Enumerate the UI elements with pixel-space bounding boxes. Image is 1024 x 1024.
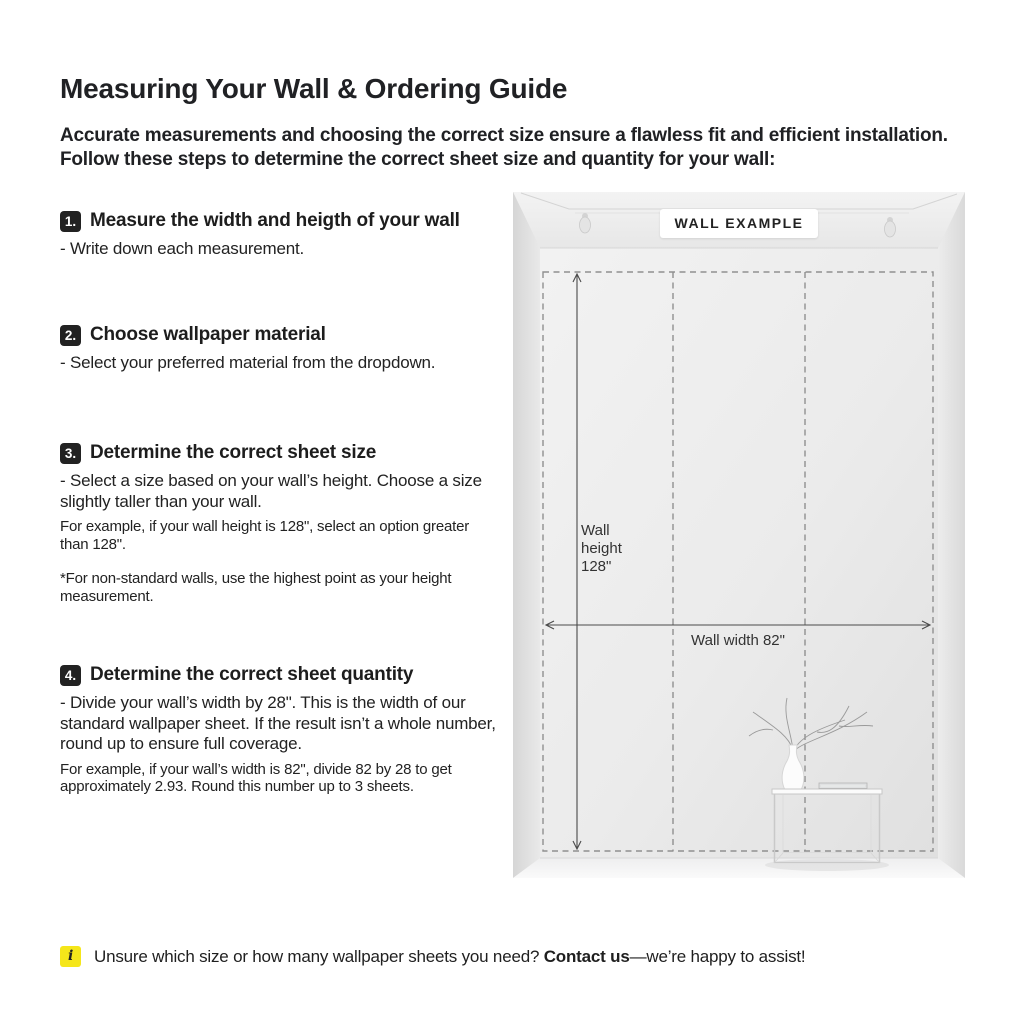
step-3-heading	[60, 442, 505, 464]
step-3-body: - Select a size based on your wall’s height. Choose a size slightly taller than your wall.	[60, 471, 482, 511]
step-2-title: Choose wallpaper material	[90, 324, 326, 345]
table-shadow	[765, 859, 889, 871]
step-2-body: - Select your preferred material from the dropdown.	[60, 353, 436, 372]
step-4-body: - Divide your wall’s width by 28". This is the width of our standard wallpaper sheet. If the result isn’t a whole number, round up to ensure full coverage.	[60, 693, 496, 753]
footer-note	[60, 946, 805, 967]
wall-height-label: Wall height 128"	[581, 522, 622, 575]
left-wall	[513, 192, 540, 878]
step-1-body: - Write down each measurement.	[60, 239, 305, 258]
step-4-example: For example, if your wall’s width is 82", divide 82 by 28 to get approximately 2.93. Round this number up to 3 sheets.	[60, 760, 452, 795]
step-3-example: For example, if your wall height is 128", select an option greater than 128".	[60, 518, 470, 553]
step-1	[60, 210, 505, 260]
page-title: Measuring Your Wall & Ordering Guide	[60, 72, 568, 104]
step-3-title: Determine the correct sheet size	[90, 442, 377, 463]
step-4-heading	[60, 664, 505, 686]
step-3-note: *For non-standard walls, use the highest point as your height measurement.	[60, 570, 452, 605]
step-2-heading	[60, 324, 505, 346]
info-icon: i	[60, 946, 81, 967]
footer-text-prefix: Unsure which size or how many wallpaper sheets you need?	[94, 946, 544, 966]
wall-example-photo	[513, 192, 965, 878]
wall-width-label: Wall width 82"	[691, 632, 785, 649]
step-4-number-badge: 4.	[60, 665, 81, 686]
floor	[513, 858, 965, 878]
step-4	[60, 664, 505, 796]
step-4-title: Determine the correct sheet quantity	[90, 664, 414, 685]
intro-paragraph: Accurate measurements and choosing the correct size ensure a flawless fit and efficient installation. Follow these steps to determine the correct sheet size and quantity for your wall:	[60, 125, 948, 170]
contact-us-link[interactable]: Contact us	[543, 946, 630, 966]
step-3	[60, 442, 505, 605]
step-1-number-badge: 1.	[60, 211, 81, 232]
right-wall	[938, 192, 965, 878]
wall-example-label: WALL EXAMPLE	[660, 209, 818, 238]
book	[819, 783, 867, 789]
step-2	[60, 324, 505, 374]
step-1-heading	[60, 210, 505, 232]
step-2-number-badge: 2.	[60, 325, 81, 346]
step-1-title: Measure the width and heigth of your wall	[90, 210, 460, 231]
footer-text	[94, 947, 805, 967]
step-3-number-badge: 3.	[60, 443, 81, 464]
footer-text-suffix: —we’re happy to assist!	[629, 946, 806, 966]
